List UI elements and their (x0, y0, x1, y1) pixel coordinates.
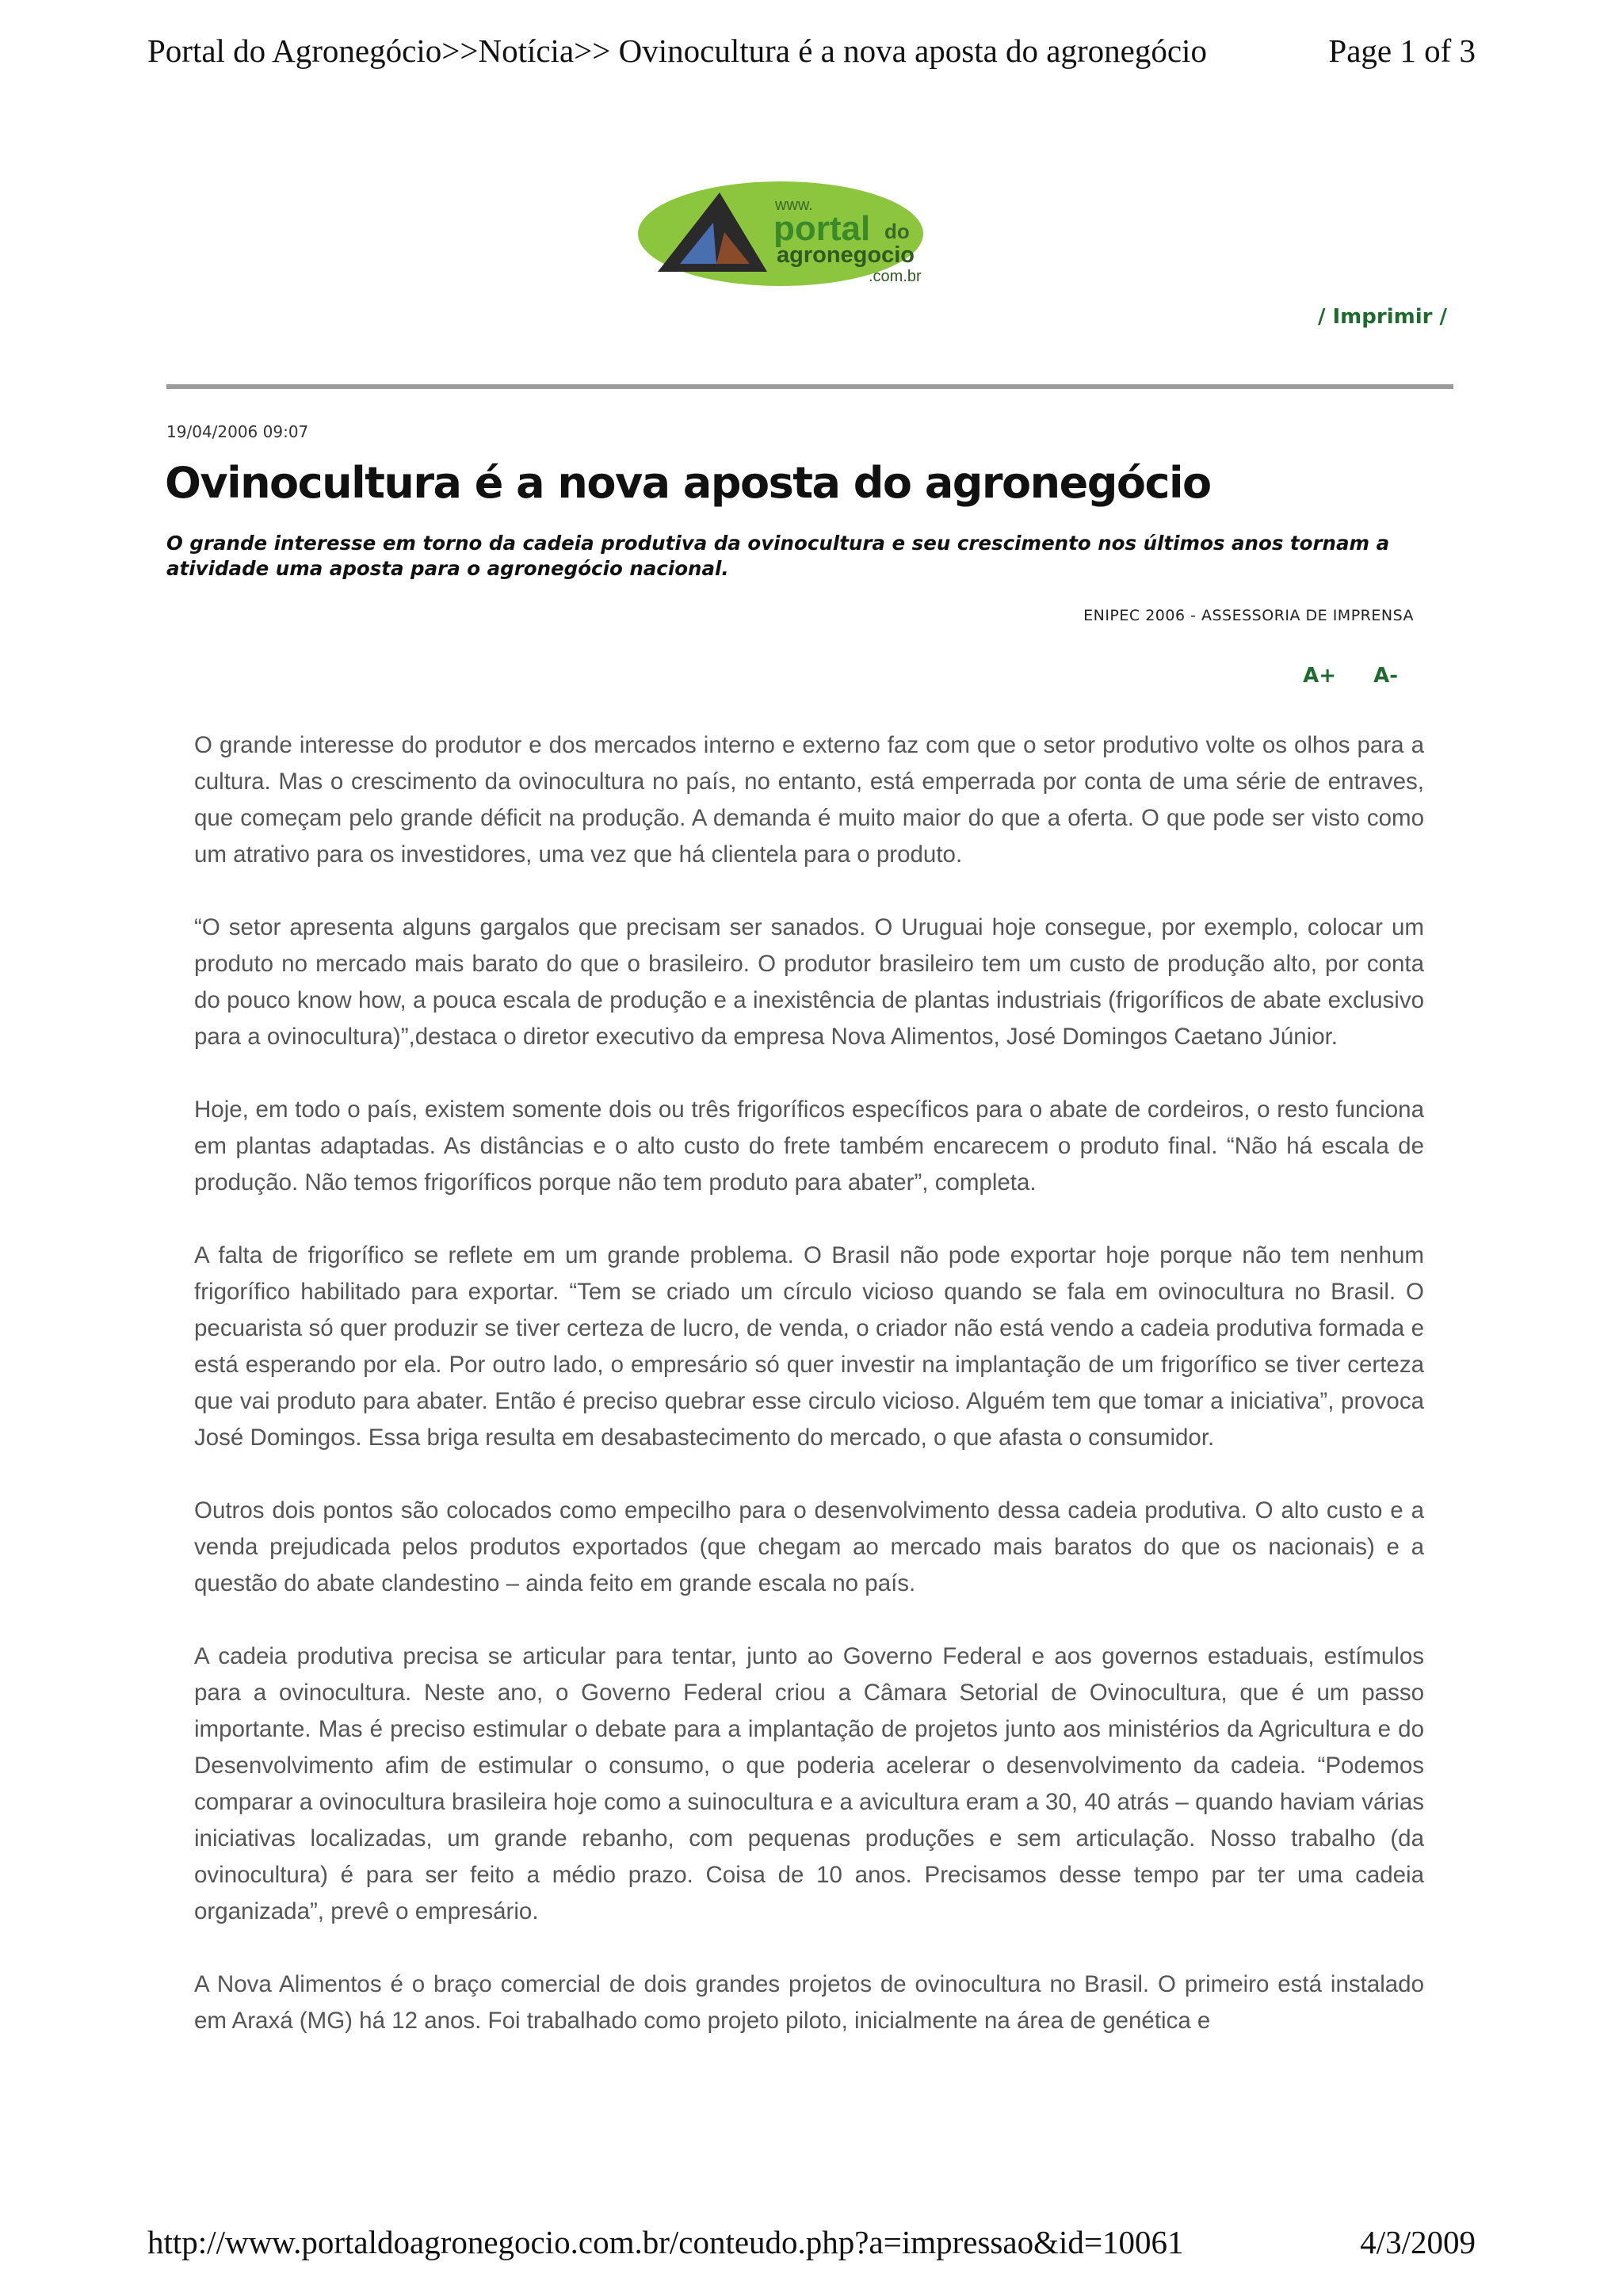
article-paragraph: O grande interesse do produtor e dos mercados interno e externo faz com que o setor produtivo volte os olhos para a cultura. Mas o crescimento da ovinocultura no país, no entanto, está emperrada por conta de uma série de entraves, que começam pelo grande déficit na produção. A demanda é muito maior do que a oferta. O que pode ser visto como um atrativo para os investidores, uma vez que há clientela para o produto. (194, 732, 1424, 868)
print-link[interactable]: / Imprimir / (1317, 305, 1447, 329)
article-lead: O grande interesse em torno da cadeia produtiva da ovinocultura e seu crescimento nos últimos anos tornam a atividade uma aposta para o agronegócio nacional. (166, 532, 1390, 580)
article-source: ENIPEC 2006 - ASSESSORIA DE IMPRENSA (1083, 607, 1414, 624)
print-date: 4/3/2009 (1360, 2224, 1476, 2260)
site-logo[interactable] (634, 170, 951, 297)
article-paragraph: A falta de frigorífico se reflete em um grande problema. O Brasil não pode exportar hoje porque não tem nenhum frigorífico habilitado para exportar. “Tem se criado um círculo vicioso quando se fala em ovinocultura no Brasil. O pecuarista só quer produzir se tiver certeza de lucro, de venda, o criador não está vendo a cadeia produtiva formada e está esperando por ela. Por outro lado, o empresário só quer investir na implantação de um frigorífico se tiver certeza que vai produto para abater. Então é preciso quebrar esse circulo vicioso. Alguém tem que tomar a iniciativa”, provoca José Domingos. Essa briga resulta em desabastecimento do mercado, o que afasta o consumidor. (194, 1242, 1424, 1451)
article-paragraph: Hoje, em todo o país, existem somente dois ou três frigoríficos específicos para o abate de cordeiros, o resto funciona em plantas adaptadas. As distâncias e o alto custo do frete também encarecem o produto final. “Não há escala de produção. Não temos frigoríficos porque não tem produto para abater”, completa. (194, 1097, 1424, 1196)
print-header (147, 32, 1476, 70)
logo-portal: portal (773, 209, 871, 248)
article-body (194, 727, 1424, 2076)
article-paragraph: “O setor apresenta alguns gargalos que precisam ser sanados. O Uruguai hoje consegue, por exemplo, colocar um produto no mercado mais barato do que o brasileiro. O produtor brasileiro tem um custo de produção alto, por conta do pouco know how, a pouca escala de produção e a inexistência de plantas industriais (frigoríficos de abate exclusivo para a ovinocultura)”,destaca o diretor executivo da empresa Nova Alimentos, José Domingos Caetano Júnior. (194, 914, 1424, 1050)
print-page-number: Page 1 of 3 (1328, 32, 1476, 69)
logo-agronegocio: agronegocio (777, 242, 915, 268)
font-decrease-button[interactable]: A- (1373, 664, 1398, 688)
article-paragraph: Outros dois pontos são colocados como empecilho para o desenvolvimento dessa cadeia produtiva. O alto custo e a venda prejudicada pelos produtos exportados (que chegam ao mercado mais baratos do que os nacionais) e a questão do abate clandestino – ainda feito em grande escala no país. (194, 1497, 1424, 1596)
logo-do: do (884, 219, 910, 243)
print-page-title: Portal do Agronegócio>>Notícia>> Ovinocultura é a nova aposta do agronegócio (147, 32, 1207, 69)
font-increase-button[interactable]: A+ (1303, 664, 1337, 688)
header-divider (166, 384, 1453, 389)
logo-www: www. (775, 196, 813, 214)
article-date: 19/04/2006 09:07 (166, 422, 309, 441)
logo-domain: .com.br (869, 268, 922, 285)
font-size-controls (1273, 664, 1398, 688)
article-paragraph: A cadeia produtiva precisa se articular para tentar, junto ao Governo Federal e aos governos estaduais, estímulos para a ovinocultura. Neste ano, o Governo Federal criou a Câmara Setorial de Ovinocultura, que é um passo importante. Mas é preciso estimular o debate para a implantação de projetos junto aos ministérios da Agricultura e do Desenvolvimento afim de estimular o consumo, o que poderia acelerar o desenvolvimento da cadeia. “Podemos comparar a ovinocultura brasileira hoje como a suinocultura e a avicultura eram a 30, 40 atrás – quando haviam várias iniciativas localizadas, um grande rebanho, com pequenas produções e sem articulação. Nosso trabalho (da ovinocultura) é para ser feito a médio prazo. Coisa de 10 anos. Precisamos desse tempo par ter uma cadeia organizada”, prevê o empresário. (194, 1643, 1424, 1924)
article-paragraph: A Nova Alimentos é o braço comercial de dois grandes projetos de ovinocultura no Brasil. O primeiro está instalado em Araxá (MG) há 12 anos. Foi trabalhado como projeto piloto, inicialmente na área de genética e (194, 1971, 1424, 2034)
print-footer (147, 2223, 1476, 2261)
article-title: Ovinocultura é a nova aposta do agronegócio (165, 458, 1211, 508)
print-url: http://www.portaldoagronegocio.com.br/conteudo.php?a=impressao&id=10061 (147, 2224, 1184, 2260)
portal-agronegocio-logo (634, 170, 951, 297)
